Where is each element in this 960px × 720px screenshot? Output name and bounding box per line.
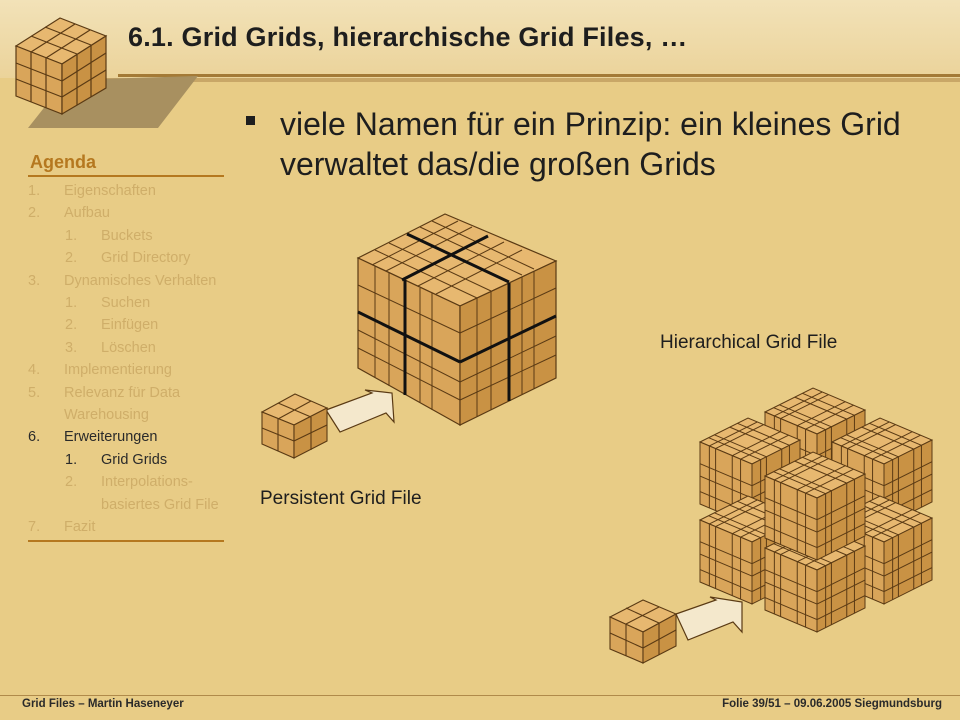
slide-title: 6.1. Grid Grids, hierarchische Grid Files, …	[128, 22, 688, 52]
agenda-item-label: Implementierung	[64, 362, 172, 379]
agenda-item-label: Grid Directory	[101, 250, 191, 267]
agenda-item-number: 3.	[65, 339, 78, 356]
agenda-item-label: Interpolations-basiertes Grid File	[101, 474, 219, 513]
agenda-item-label: Aufbau	[64, 205, 110, 222]
hierarchical-grid-file-label: Hierarchical Grid File	[660, 332, 838, 353]
footer-right: Folie 39/51 – 09.06.2005 Siegmundsburg	[722, 698, 942, 710]
persistent-grid-file-label: Persistent Grid File	[260, 488, 422, 509]
agenda-item-number: 2.	[65, 317, 78, 334]
agenda-title: Agenda	[30, 152, 97, 172]
agenda-item-number: 3.	[28, 272, 41, 289]
agenda-item-number: 2.	[65, 250, 78, 267]
agenda-item-label: Eigenschaften	[64, 183, 156, 199]
agenda-item-label: Erweiterungen	[64, 429, 158, 446]
agenda-item-number: 1.	[28, 183, 41, 199]
agenda-item-label: Dynamisches Verhalten	[64, 272, 217, 289]
agenda-item-label: Relevanz für Data Warehousing	[64, 384, 181, 424]
agenda-item-label: Fazit	[64, 519, 96, 536]
agenda-item-number: 7.	[28, 519, 41, 536]
footer-left: Grid Files – Martin Haseneyer	[22, 698, 184, 710]
small-grid-cube-icon	[610, 600, 676, 663]
arrow-icon	[676, 597, 742, 640]
agenda-item-label: Einfügen	[101, 317, 159, 334]
grid-cube-icon	[765, 452, 865, 560]
agenda-item-number: 2.	[28, 205, 41, 222]
bullet-text: viele Namen für ein Prinzip: ein kleines Grid verwaltet das/die großen Grids	[280, 106, 901, 182]
agenda-item-label: Grid Grids	[101, 451, 168, 468]
agenda-item-label: Löschen	[101, 339, 156, 356]
agenda-item-label: Suchen	[101, 295, 151, 312]
agenda-item-number: 1.	[65, 451, 78, 468]
agenda-item-number: 4.	[28, 362, 41, 379]
agenda-item-number: 6.	[28, 429, 41, 446]
agenda-item-label: Buckets	[101, 227, 153, 244]
footer-rule	[0, 695, 960, 696]
agenda-item-number: 1.	[65, 227, 78, 244]
agenda-item-number: 2.	[65, 474, 78, 491]
agenda-item-number: 5.	[28, 384, 41, 401]
agenda-item-number: 1.	[65, 295, 78, 312]
